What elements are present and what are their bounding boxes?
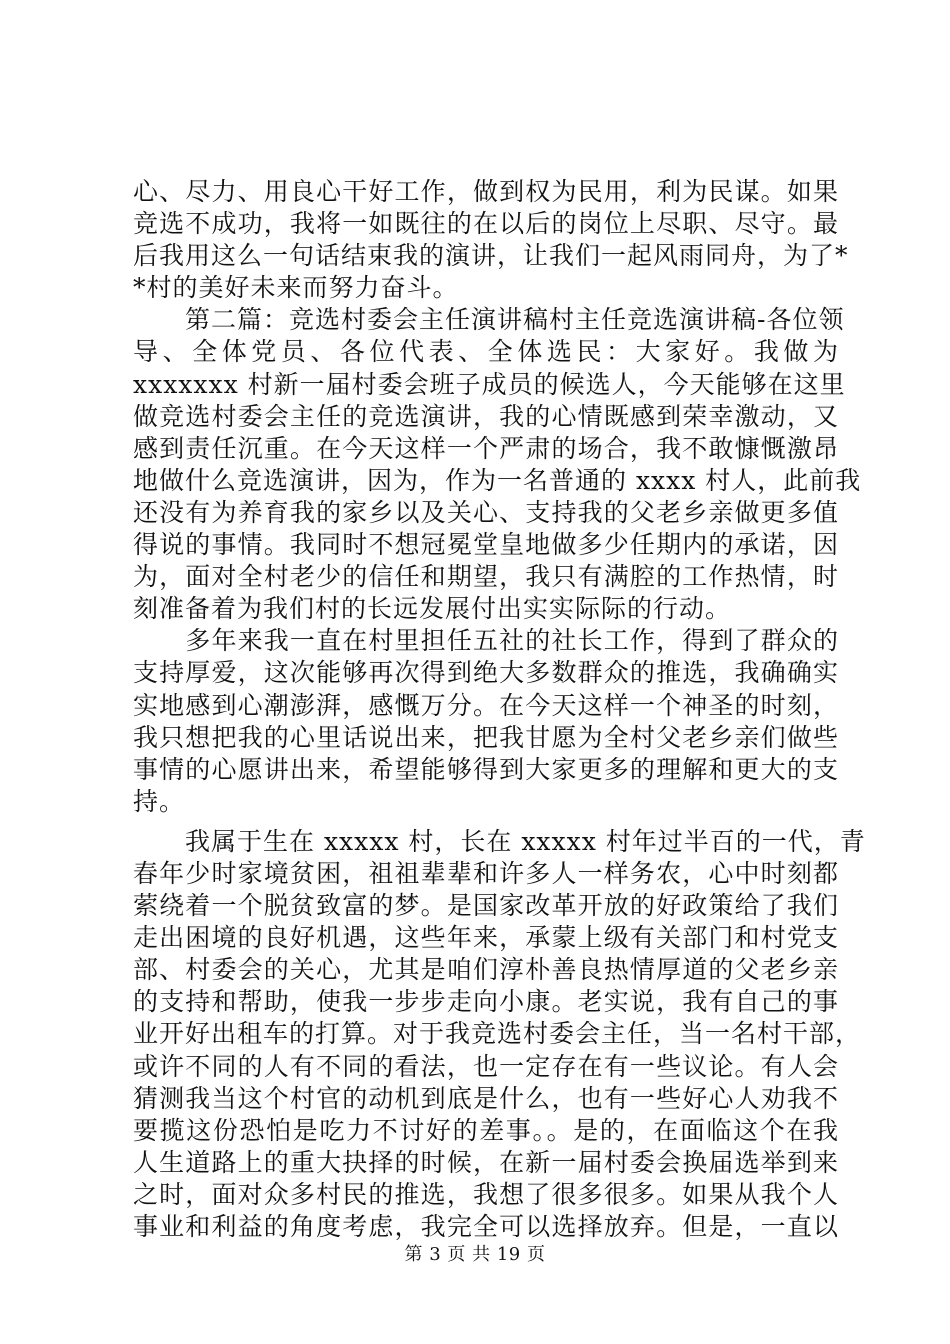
text-line: 心、尽力、用良心干好工作，做到权为民用，利为民谋。如果	[133, 177, 839, 206]
text-line: 竞选不成功，我将一如既往的在以后的岗位上尽职、尽守。最	[133, 209, 839, 239]
text-line: 地做什么竞选演讲，因为，作为一名普通的 xxxx 村人，此前我	[133, 465, 862, 495]
text-line: 的支持和帮助，使我一步步走向小康。老实说，我有自己的事	[133, 987, 839, 1017]
text-line: *村的美好未来而努力奋斗。	[133, 273, 459, 303]
text-line: 后我用这么一句话结束我的演讲，让我们一起风雨同舟，为了*	[133, 241, 849, 271]
text-line: 猜测我当这个村官的动机到底是什么，也有一些好心人劝我不	[133, 1083, 839, 1113]
text-line: 业开好出租车的打算。对于我竞选村委会主任，当一名村干部，	[133, 1019, 862, 1049]
text-line: 得说的事情。我同时不想冠冕堂皇地做多少任期内的承诺，因	[133, 530, 839, 560]
text-line: 要揽这份恐怕是吃力不讨好的差事。。是的，在面临这个在我	[133, 1115, 839, 1145]
text-line: 部、村委会的关心，尤其是咱们淳朴善良热情厚道的父老乡亲	[133, 955, 839, 985]
text-line: 多年来我一直在村里担任五社的社长工作，得到了群众的	[133, 626, 839, 656]
text-line: 支持厚爱，这次能够再次得到绝大多数群众的推选，我确确实	[133, 658, 839, 688]
text-line: 还没有为养育我的家乡以及关心、支持我的父老乡亲做更多值	[133, 497, 839, 527]
text-line: 感到责任沉重。在今天这样一个严肃的场合，我不敢慷慨激昂	[133, 433, 839, 463]
text-line: 或许不同的人有不同的看法，也一定存在有一些议论。有人会	[133, 1051, 839, 1081]
text-line: 为，面对全村老少的信任和期望，我只有满腔的工作热情，时	[133, 562, 839, 592]
text-line: 持。	[133, 786, 186, 816]
text-line: 我只想把我的心里话说出来，把我甘愿为全村父老乡亲们做些	[133, 722, 839, 752]
text-line: 事情的心愿讲出来，希望能够得到大家更多的理解和更大的支	[133, 754, 839, 784]
text-line: 第二篇：竞选村委会主任演讲稿村主任竞选演讲稿-各位领	[133, 305, 845, 335]
text-line: 做竞选村委会主任的竞选演讲，我的心情既感到荣幸激动，又	[133, 401, 839, 431]
text-line: 我属于生在 xxxxx 村，长在 xxxxx 村年过半百的一代，青	[133, 826, 866, 856]
text-line: 人生道路上的重大抉择的时候，在新一届村委会换届选举到来	[133, 1147, 839, 1177]
text-line: 事业和利益的角度考虑，我完全可以选择放弃。但是，一直以	[133, 1212, 839, 1241]
text-line: 萦绕着一个脱贫致富的梦。是国家改革开放的好政策给了我们	[133, 891, 839, 921]
text-line: 春年少时家境贫困，祖祖辈辈和许多人一样务农，心中时刻都	[133, 858, 839, 888]
text-line: 刻准备着为我们村的长远发展付出实实际际的行动。	[133, 594, 732, 624]
body-text	[133, 176, 866, 1243]
page-footer	[0, 1240, 950, 1266]
page-number-label: 第 3 页 共 19 页	[404, 1244, 546, 1265]
text-line: 导、全体党员、各位代表、全体选民：大家好。我做为	[133, 337, 839, 367]
paragraph-gap	[133, 818, 839, 826]
text-line: xxxxxxx 村新一届村委会班子成员的候选人，今天能够在这里	[133, 369, 846, 399]
text-line: 走出困境的良好机遇，这些年来，承蒙上级有关部门和村党支	[133, 923, 839, 953]
text-line: 实地感到心潮澎湃，感慨万分。在今天这样一个神圣的时刻，	[133, 690, 839, 720]
text-line: 之时，面对众多村民的推选，我想了很多很多。如果从我个人	[133, 1179, 839, 1209]
